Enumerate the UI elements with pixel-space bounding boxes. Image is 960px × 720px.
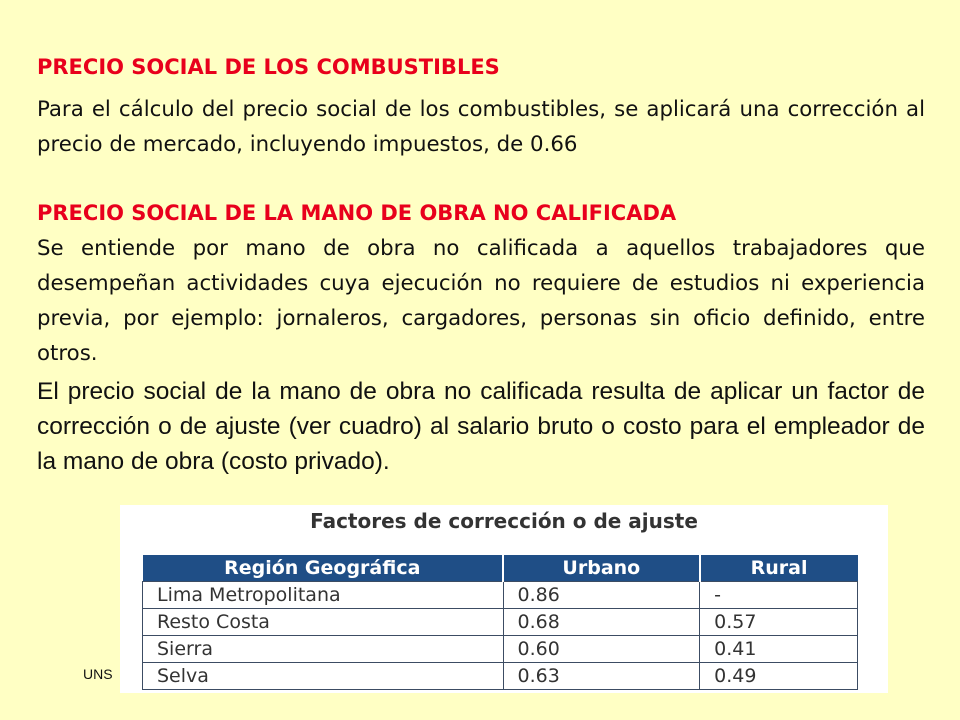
table-row (143, 636, 858, 663)
table-row (143, 609, 858, 636)
cell-rural: 0.49 (700, 663, 858, 690)
cell-urbano: 0.68 (503, 609, 700, 636)
header-urbano: Urbano (503, 555, 700, 582)
cell-rural: - (700, 582, 858, 609)
cell-rural: 0.41 (700, 636, 858, 663)
cell-region: Lima Metropolitana (143, 582, 504, 609)
paragraph-precio-social: El precio social de la mano de obra no calificada resulta de aplicar un factor de corrección o de ajuste (ver cuadro) al salario bruto o costo para el empleador de la mano de obra (costo privado). (37, 378, 925, 475)
section-title-mano-obra: PRECIO SOCIAL DE LA MANO DE OBRA NO CALIFICADA (37, 201, 677, 225)
cell-urbano: 0.63 (503, 663, 700, 690)
cell-region: Sierra (143, 636, 504, 663)
table-title: Factores de corrección o de ajuste (310, 509, 698, 533)
table-row (143, 663, 858, 690)
section-title-combustibles: PRECIO SOCIAL DE LOS COMBUSTIBLES (37, 55, 500, 79)
paragraph-combustibles: Para el cálculo del precio social de los combustibles, se aplicará una corrección al precio de mercado, incluyendo impuestos, de 0.66 (37, 97, 925, 157)
factors-table (142, 555, 858, 690)
factors-table-card (120, 505, 888, 693)
cell-region: Resto Costa (143, 609, 504, 636)
cell-rural: 0.57 (700, 609, 858, 636)
header-region: Región Geográfica (143, 555, 504, 582)
cell-region: Selva (143, 663, 504, 690)
cell-urbano: 0.86 (503, 582, 700, 609)
header-rural: Rural (700, 555, 858, 582)
cell-urbano: 0.60 (503, 636, 700, 663)
paragraph-definicion: Se entiende por mano de obra no calificada a aquellos trabajadores que desempeñan actividades cuya ejecución no requiere de estudios ni experiencia previa, por ejemplo: jornaleros, cargadores, personas sin oficio definido, entre otros. (37, 236, 925, 366)
table-row (143, 582, 858, 609)
footer-label: UNS (83, 666, 113, 682)
table-header-row (143, 555, 858, 582)
